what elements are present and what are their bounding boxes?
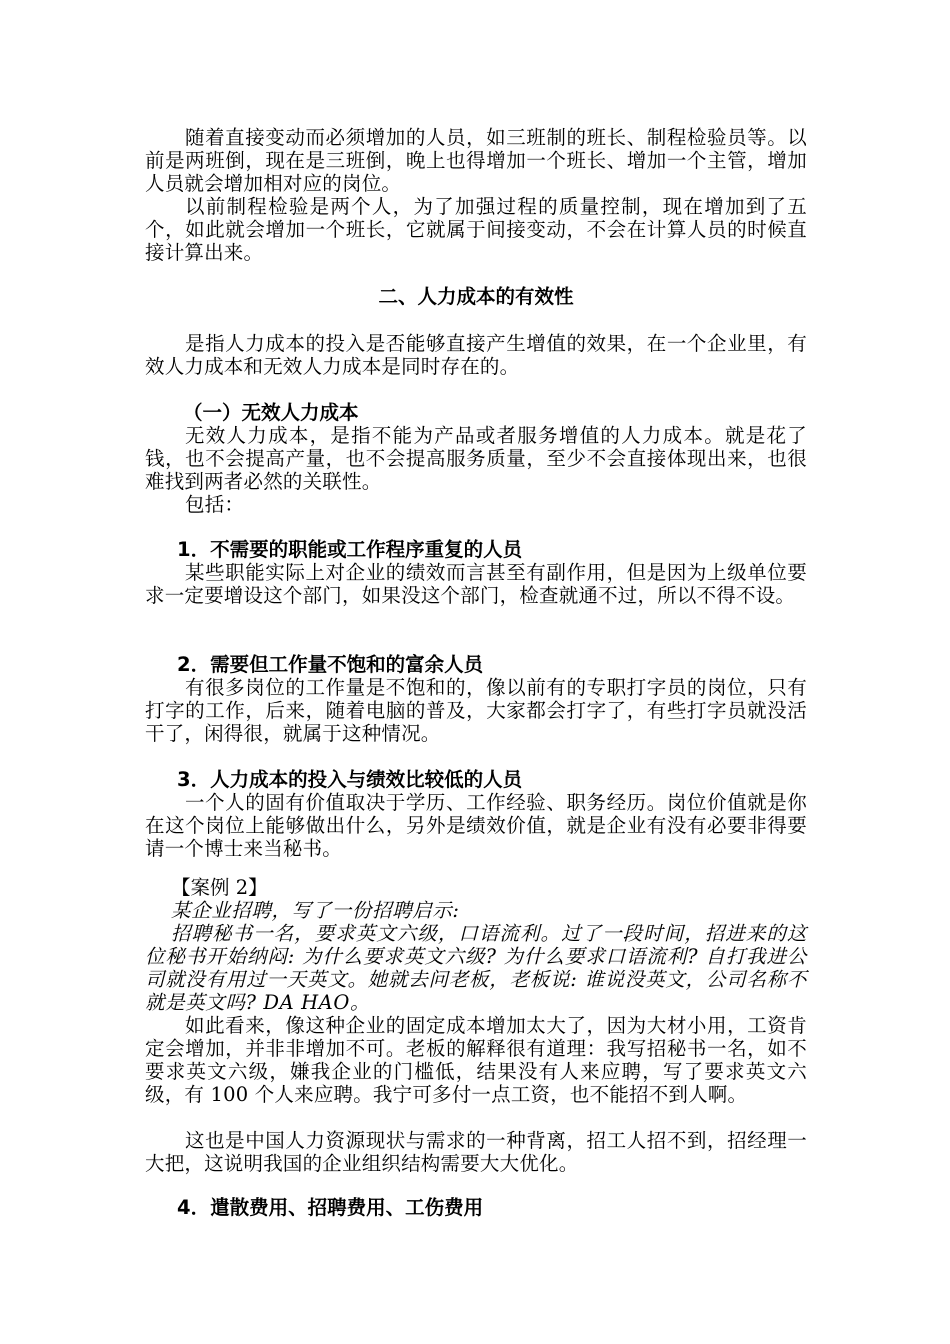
item-body-3: 一个人的固有价值取决于学历、工作经验、职务经历。岗位价值就是你在这个岗位上能够做出什么，另外是绩效价值，就是企业有没有必要非得要请一个博士来当秘书。 xyxy=(145,791,807,860)
section-title: 二、人力成本的有效性 xyxy=(378,285,574,308)
section-intro: 是指人力成本的投入是否能够直接产生增值的效果，在一个企业里，有效人力成本和无效人力成本是同时存在的。 xyxy=(145,332,807,378)
paragraph-inspection-staff: 以前制程检验是两个人，为了加强过程的质量控制，现在增加到了五个，如此就会增加一个班长，它就属于间接变动，不会在计算人员的时候直接计算出来。 xyxy=(145,195,807,264)
includes-label: 包括： xyxy=(185,493,245,516)
subsection-title-ineffective-cost: （一）无效人力成本 xyxy=(183,401,359,424)
item-title-2: 2．需要但工作量不饱和的富余人员 xyxy=(177,653,484,676)
item-title-3: 3．人力成本的投入与绩效比较低的人员 xyxy=(177,768,523,791)
subsection-body-ineffective-cost: 无效人力成本，是指不能为产品或者服务增值的人力成本。就是花了钱，也不会提高产量，也不会提高服务质量，至少不会直接体现出来，也很难找到两者必然的关联性。 xyxy=(145,424,807,493)
case-analysis-2: 这也是中国人力资源现状与需求的一种背离，招工人招不到，招经理一大把，这说明我国的企业组织结构需要大大优化。 xyxy=(145,1129,807,1175)
item-body-2: 有很多岗位的工作量是不饱和的，像以前有的专职打字员的岗位，只有打字的工作，后来，随着电脑的普及，大家都会打字了，有些打字员就没活干了，闲得很，就属于这种情况。 xyxy=(145,676,807,745)
item-body-1: 某些职能实际上对企业的绩效而言甚至有副作用，但是因为上级单位要求一定要增设这个部门，如果没这个部门，检查就通不过，所以不得不设。 xyxy=(145,561,807,607)
case-label: 【案例 2】 xyxy=(171,876,268,899)
paragraph-shift-staff: 随着直接变动而必须增加的人员，如三班制的班长、制程检验员等。以前是两班倒，现在是三班倒，晚上也得增加一个班长、增加一个主管，增加人员就会增加相对应的岗位。 xyxy=(145,126,807,195)
case-line-1: 某企业招聘，写了一份招聘启示: xyxy=(171,899,460,922)
case-analysis-1: 如此看来，像这种企业的固定成本增加太大了，因为大材小用，工资肯定会增加，并非非增加不可。老板的解释很有道理：我写招秘书一名，如不要求英文六级，嫌我企业的门槛低，结果没有人来应聘，写了要求英文六级，有 100 个人来应聘。我宁可多付一点工资，也不能招不到人啊。 xyxy=(145,1014,807,1106)
item-title-1: 1．不需要的职能或工作程序重复的人员 xyxy=(177,538,523,561)
item-title-4: 4．遣散费用、招聘费用、工伤费用 xyxy=(177,1196,484,1219)
case-line-2: 招聘秘书一名，要求英文六级，口语流利。过了一段时间，招进来的这位秘书开始纳闷: 为什么要求英文六级? 为什么要求口语流利? 自打我进公司就没有用过一天英文。她就去问老板，老板说: 谁说没英文，公司名称不就是英文吗? DA HAO。 xyxy=(145,922,807,1014)
